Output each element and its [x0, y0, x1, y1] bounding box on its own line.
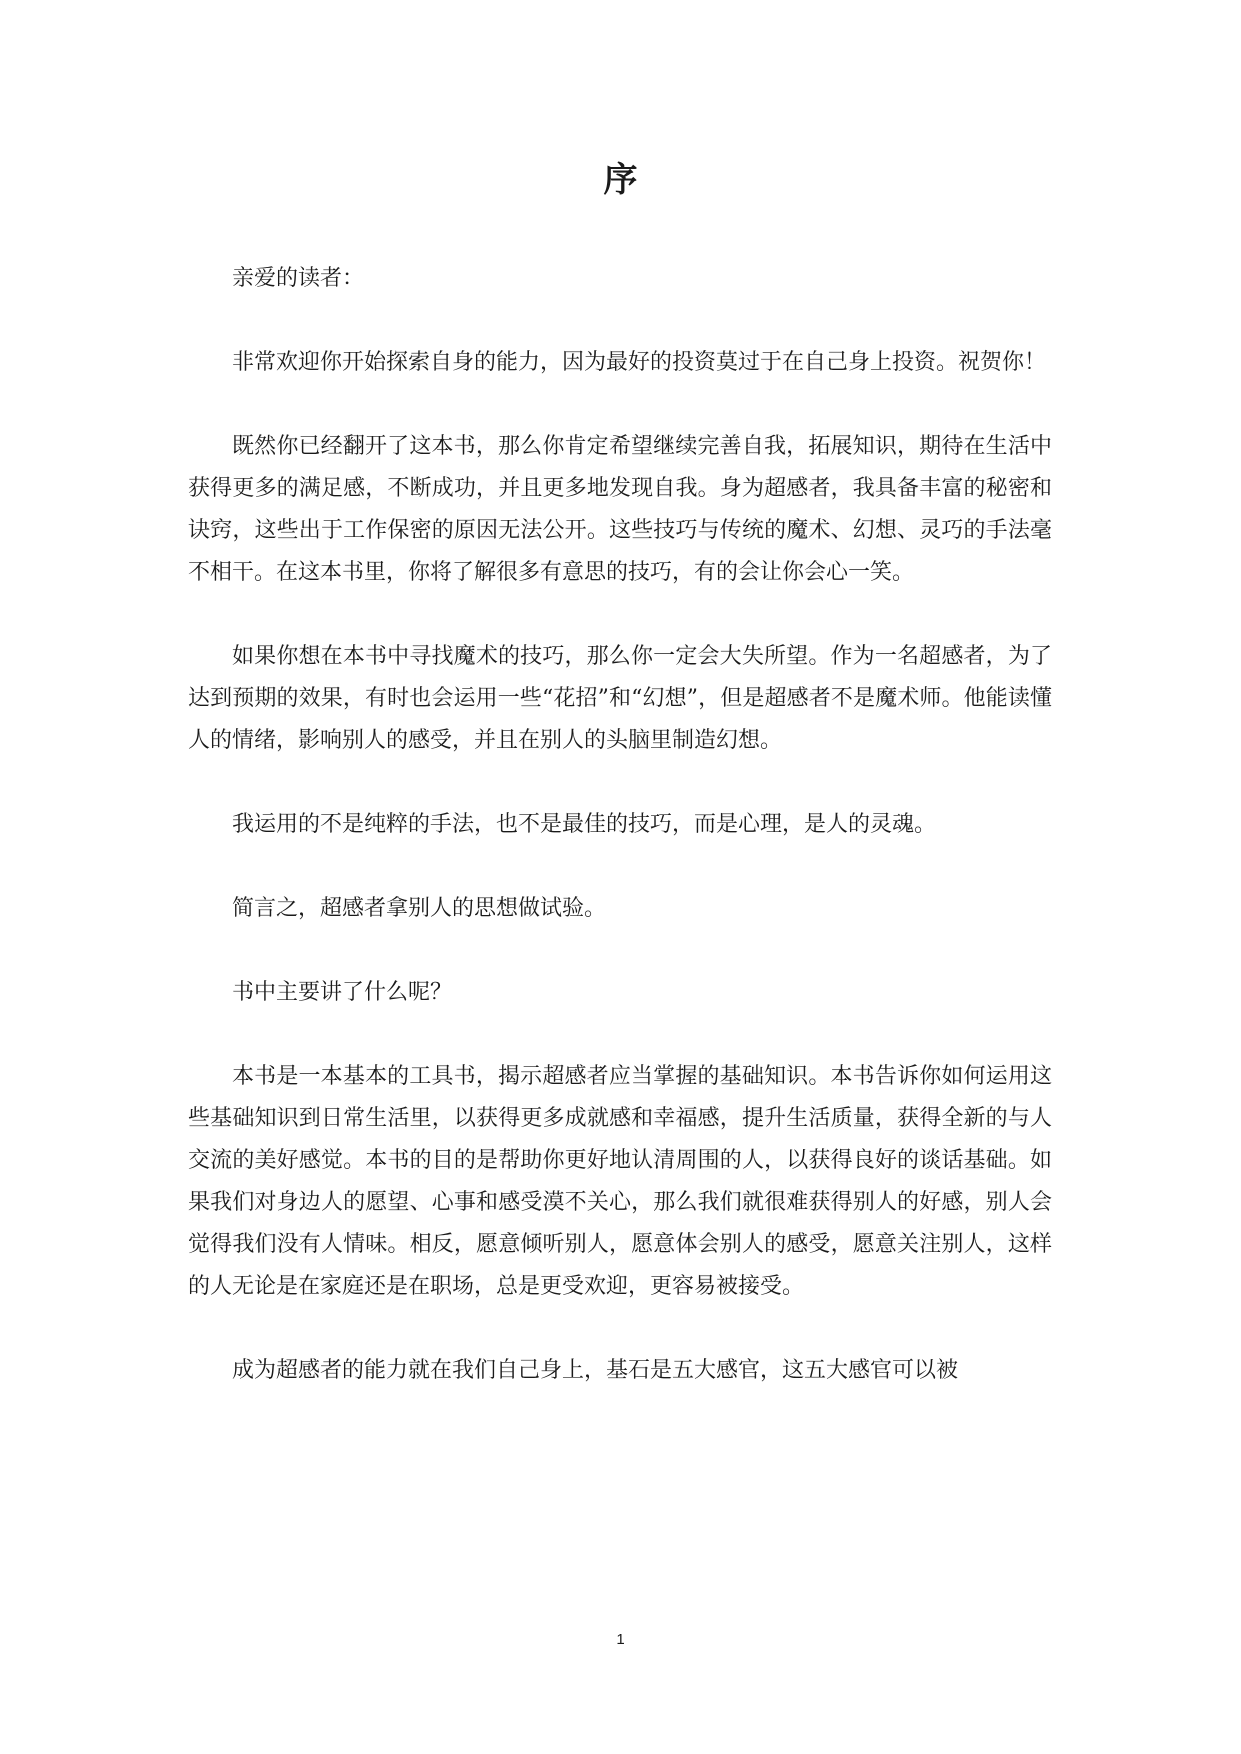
paragraph-book-purpose: 本书是一本基本的工具书，揭示超感者应当掌握的基础知识。本书告诉你如何运用这些基础知识到日常生活里，以获得更多成就感和幸福感，提升生活质量，获得全新的与人交流的美好感觉。本书的目的是帮助你更好地认清周围的人，以获得良好的谈话基础。如果我们对身边人的愿望、心事和感受漠不关心，那么我们就很难获得别人的好感，别人会觉得我们没有人情味。相反，愿意倾听别人，愿意体会别人的感受，愿意关注别人，这样的人无论是在家庭还是在职场，总是更受欢迎，更容易被接受。 — [188, 1064, 1052, 1299]
paragraph-psychology: 我运用的不是纯粹的手法，也不是最佳的技巧，而是心理，是人的灵魂。 — [232, 812, 937, 837]
paragraph-senses: 成为超感者的能力就在我们自己身上，基石是五大感官，这五大感官可以被 — [232, 1358, 959, 1383]
paragraph-summary: 简言之，超感者拿别人的思想做试验。 — [232, 896, 607, 921]
paragraph-question: 书中主要讲了什么呢？ — [232, 980, 453, 1005]
page-number: 1 — [616, 1631, 625, 1648]
body-text — [188, 258, 1052, 1392]
paragraph-magic: 如果你想在本书中寻找魔术的技巧，那么你一定会大失所望。作为一名超感者，为了达到预期的效果，有时也会运用一些“花招”和“幻想”，但是超感者不是魔术师。他能读懂人的情绪，影响别人的感受，并且在别人的头脑里制造幻想。 — [188, 644, 1052, 753]
paragraph-intro: 既然你已经翻开了这本书，那么你肯定希望继续完善自我，拓展知识，期待在生活中获得更多的满足感，不断成功，并且更多地发现自我。身为超感者，我具备丰富的秘密和诀窍，这些出于工作保密的原因无法公开。这些技巧与传统的魔术、幻想、灵巧的手法毫不相干。在这本书里，你将了解很多有意思的技巧，有的会让你会心一笑。 — [188, 434, 1052, 585]
paragraph-greeting: 亲爱的读者： — [232, 266, 365, 291]
paragraph-welcome: 非常欢迎你开始探索自身的能力，因为最好的投资莫过于在自己身上投资。祝贺你！ — [232, 350, 1047, 375]
page-title: 序 — [603, 160, 638, 200]
